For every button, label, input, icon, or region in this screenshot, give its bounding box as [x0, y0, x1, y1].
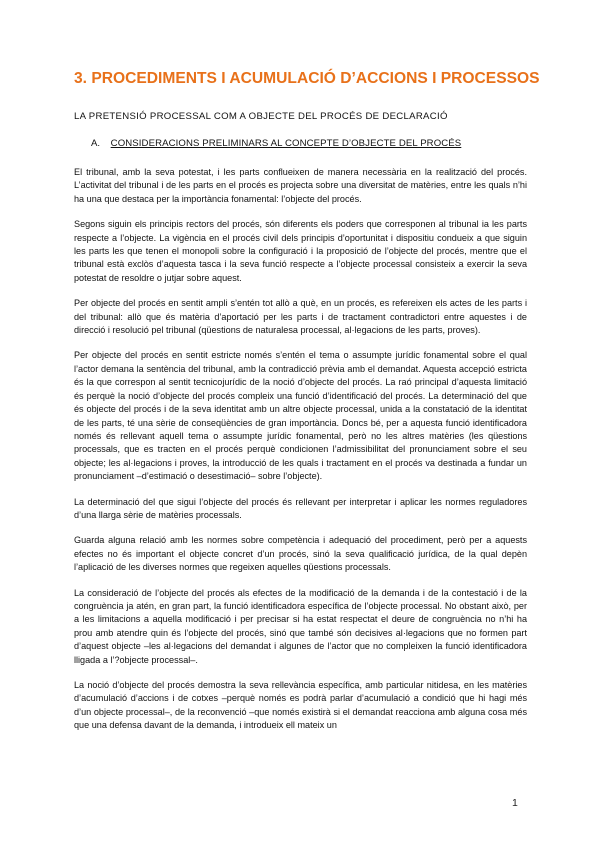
subsection-marker: A. [91, 138, 101, 149]
paragraph-3: Per objecte del procés en sentit ampli s’entén tot allò a què, en un procés, es refereixen els actes de les parts i del tribunal: allò que és matèria d’aportació per les parts i de tractament contradictori entre aquestes i de direcció i resolució pel tribunal (qüestions de naturalesa processal, al·legacions de les parts, proves). [74, 298, 527, 336]
paragraph-7: La consideració de l’objecte del procés als efectes de la modificació de la demanda i de la contestació i de la congruència ja atén, en gran part, la funció identificadora específica de l’objecte processal. No obstant això, per a les limitacions a aquella modificació i per precisar si ha estat respectat el deure de congruència no n’hi ha prou amb atendre quin és l’objecte del procés, sinó que també són decisives al·legacions que no formen part d’aquest objecte –les al·legacions del demandat i algunes de l’actor que no compleixen la funció identificadora lligada a l’?objecte processal–. [74, 587, 527, 665]
subsection-heading [91, 138, 461, 149]
body-text [74, 166, 527, 745]
chapter-title: 3. PROCEDIMENTS I ACUMULACIÓ D’ACCIONS I PROCESSOS [74, 70, 540, 87]
paragraph-4: Per objecte del procés en sentit estricte només s’entén el tema o assumpte jurídic fonamental sobre el qual l’actor demana la sentència del tribunal, amb la contradicció prèvia amb el demandat. Aquesta accepció estricta és la que correspon al sentit tecnicojurídic de la noció d’objecte del procés. La raó principal d’aquesta limitació és perquè la noció d’objecte del procés compleix una funció d’identificació del procés. La determinació del que és objecte del procés i de la seva identitat amb un altre objecte processal, unida a la constatació de la identitat de les parts, té una sèrie de conseqüències de gran importància. Doncs bé, per a aquesta funció identificadora només és rellevant aquell tema o assumpte jurídic fonamental, però no les altres matèries (les qüestions processals, que es tracten en el procés perquè condicionen l’admissibilitat del pronunciament sobre el seu objecte; les al·legacions i proves, la introducció de les quals i tractament en el procés va destinada a fundar un pronunciament –d’estimació o desestimació– sobre l’objecte). [74, 350, 527, 482]
paragraph-5: La determinació del que sigui l’objecte del procés és rellevant per interpretar i aplicar les normes reguladores d’una llarga sèrie de matèries processals. [74, 496, 527, 520]
paragraph-6: Guarda alguna relació amb les normes sobre competència i adequació del procediment, però per a aquests efectes no és important el objecte concret d’un procés, sinó la seva qualificació jurídica, de la qual depèn l’aplicació de les diverses normes que regeixen aquelles qüestions processals. [74, 535, 527, 573]
section-heading: LA PRETENSIÓ PROCESSAL COM A OBJECTE DEL PROCÉS DE DECLARACIÓ [74, 111, 448, 122]
paragraph-2: Segons siguin els principis rectors del procés, són diferents els poders que corresponen al tribunal ia les parts respecte a l’objecte. La vigència en el procés civil dels principis d’oportunitat i dispositiu condueix a que siguin les parts les que tenen el monopoli sobre la configuració i la proposició de l’objecte del procés, mentre que el tribunal està exclòs d’aquesta tasca i la seva funció respecte a l’objecte processal consisteix a exercir la seva potestat de resoldre o jutjar sobre aquest. [74, 219, 527, 283]
page-number: 1 [512, 797, 518, 809]
paragraph-1: El tribunal, amb la seva potestat, i les parts conflueixen de manera necessària en la realització del procés. L’activitat del tribunal i de les parts en el procés es projecta sobre una diversitat de matèries, entre les quals n’hi ha una que destaca per la importància fonamental: l’objecte del procés. [74, 167, 527, 204]
subsection-title: CONSIDERACIONS PRELIMINARS AL CONCEPTE D’OBJECTE DEL PROCÉS [110, 138, 462, 149]
paragraph-8: La noció d’objecte del procés demostra la seva rellevància específica, amb particular nitidesa, en les matèries d’acumulació d’accions i de cotxes –perquè només es podrà parlar d’acumulació a condició que hi hagi més d’un objecte processal–, de la reconvenció –que només existirà si el demandat reacciona amb alguna cosa més que una defensa davant de la demanda, i introdueix ell mateix un [74, 680, 527, 731]
